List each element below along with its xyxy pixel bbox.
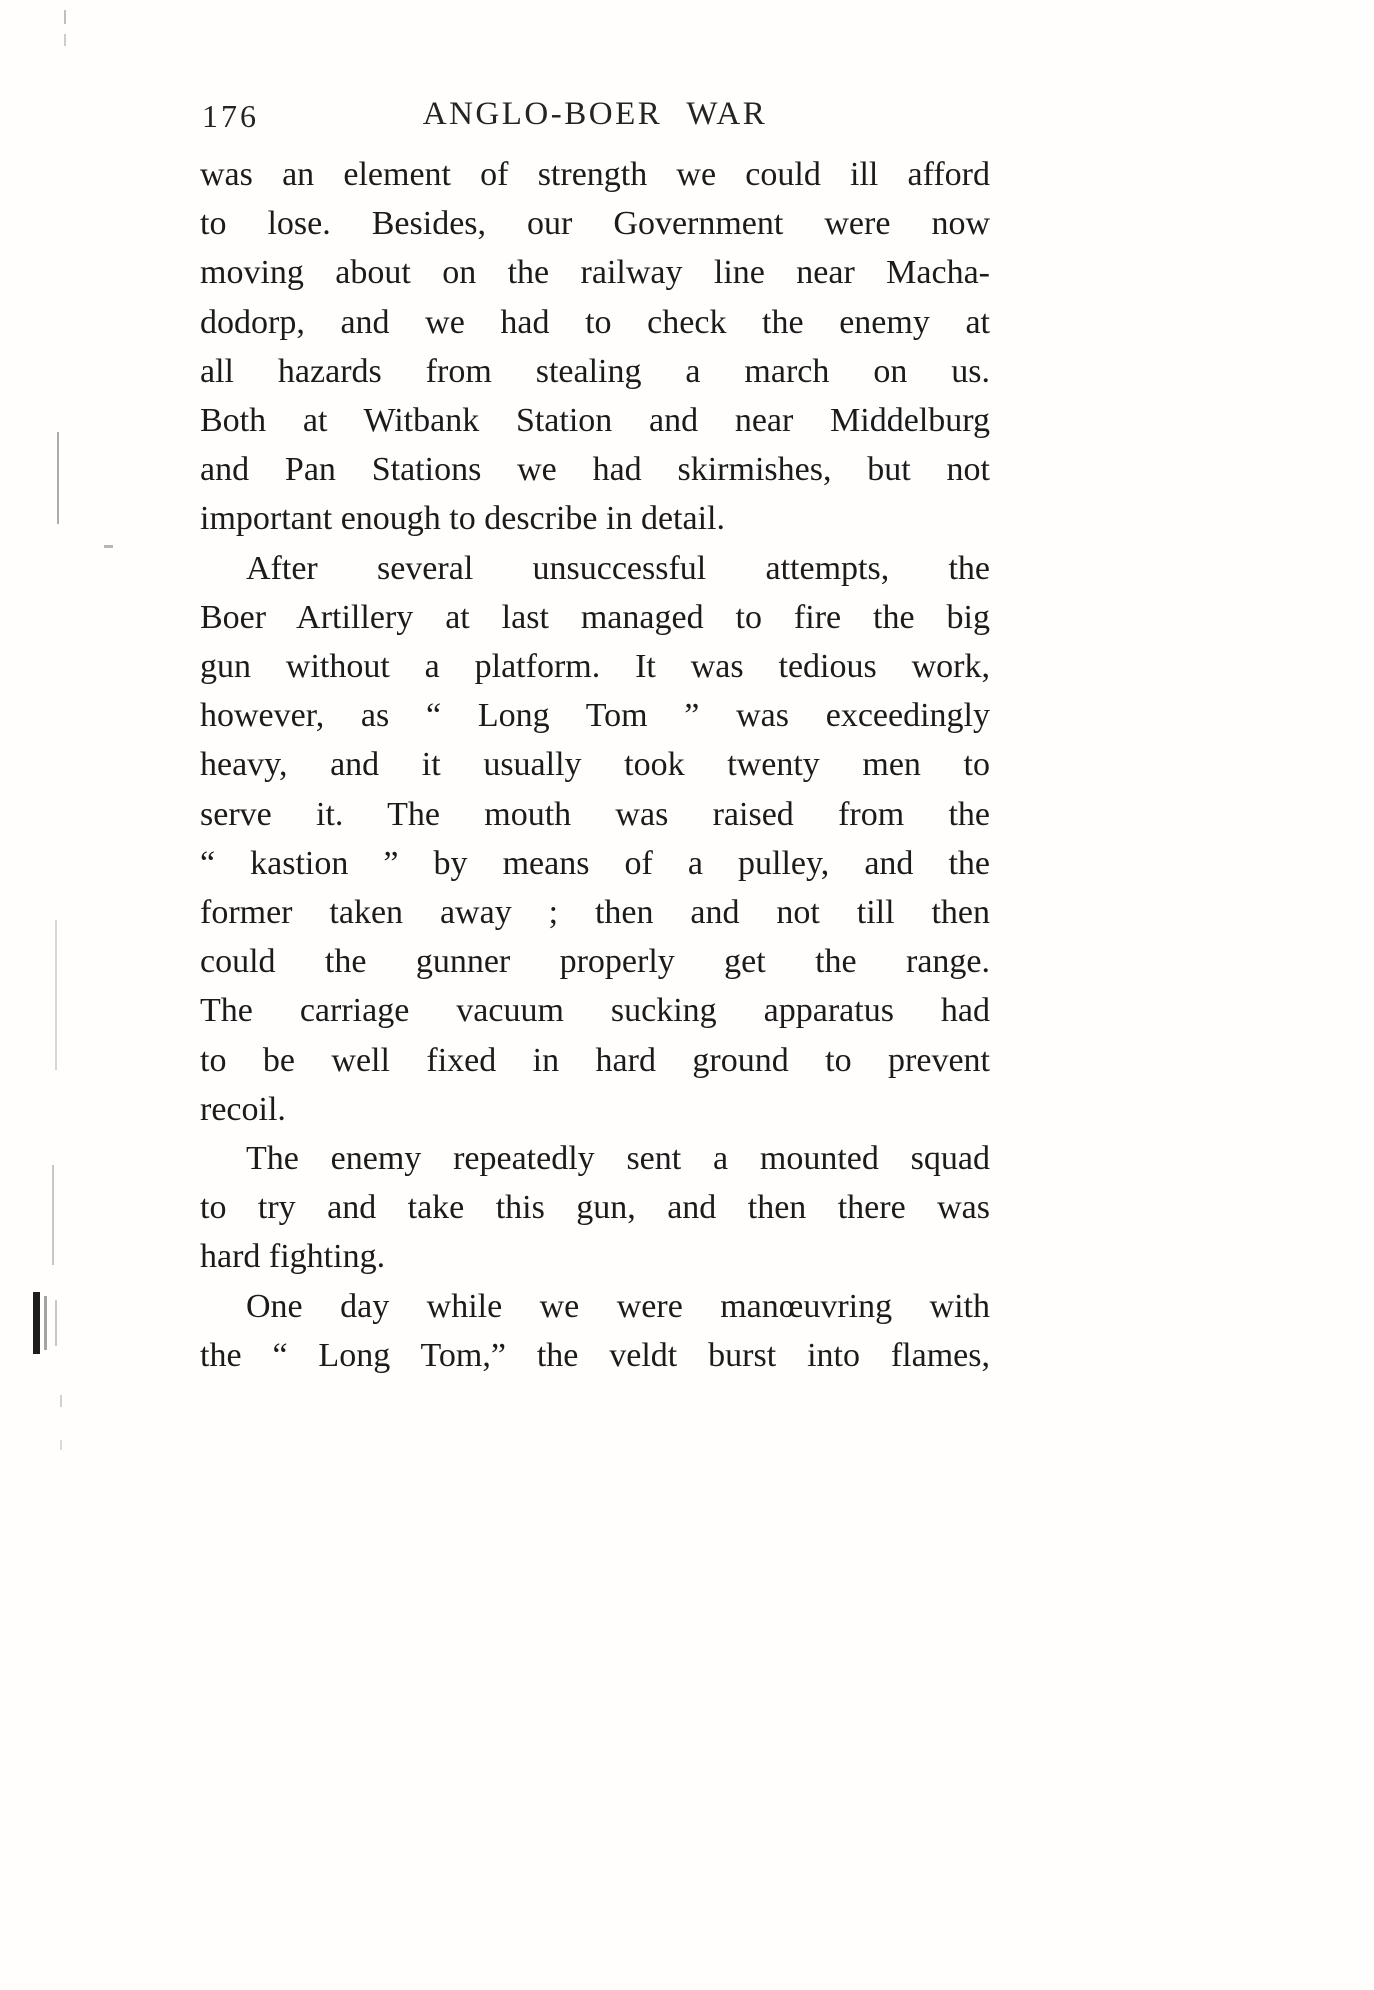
text-line: The enemy repeatedly sent a mounted squad [246, 1140, 990, 1178]
text-line: however, as “ Long Tom ” was exceedingly [200, 697, 990, 735]
page-header [200, 96, 990, 140]
scan-artifact [104, 545, 113, 548]
text-line: recoil. [200, 1090, 286, 1128]
scan-artifact [55, 1300, 57, 1346]
scan-artifact [64, 34, 66, 46]
text-line: gun without a platform. It was tedious work, [200, 648, 990, 686]
text-line: After several unsuccessful attempts, the [246, 549, 990, 587]
text-line: the “ Long Tom,” the veldt burst into flames, [200, 1336, 990, 1374]
paragraph [200, 544, 990, 1134]
scan-artifact [55, 920, 57, 1070]
page-number: 176 [202, 98, 259, 134]
scan-artifact [33, 1292, 40, 1354]
scan-artifact [60, 1395, 62, 1407]
text-line: important enough to describe in detail. [200, 500, 725, 538]
text-line: to lose. Besides, our Government were now [200, 205, 990, 243]
scan-artifact [60, 1440, 62, 1450]
text-line: hard fighting. [200, 1238, 386, 1276]
running-head: ANGLO-BOER WAR [422, 96, 768, 132]
text-line: serve it. The mouth was raised from the [200, 795, 990, 833]
text-line: was an element of strength we could ill afford [200, 156, 990, 193]
paragraph [200, 1134, 990, 1282]
text-line: The carriage vacuum sucking apparatus had [200, 992, 990, 1030]
paragraph [200, 1282, 990, 1380]
scan-artifact [52, 1165, 54, 1265]
text-line: and Pan Stations we had skirmishes, but not [200, 451, 990, 489]
text-line: One day while we were manœuvring with [246, 1287, 990, 1325]
text-line: could the gunner properly get the range. [200, 943, 990, 981]
text-line: to try and take this gun, and then there was [200, 1189, 990, 1227]
text-line: former taken away ; then and not till then [200, 894, 990, 932]
text-line: Boer Artillery at last managed to fire the big [200, 598, 990, 636]
paragraph [200, 150, 990, 544]
text-line: moving about on the railway line near Macha- [200, 254, 990, 292]
text-line: to be well fixed in hard ground to prevent [200, 1041, 990, 1079]
scan-artifact [64, 10, 66, 24]
text-line: heavy, and it usually took twenty men to [200, 746, 990, 784]
text-line: Both at Witbank Station and near Middelburg [200, 402, 990, 440]
scan-artifact [57, 432, 59, 524]
text-line: “ kastion ” by means of a pulley, and the [200, 844, 990, 882]
scan-artifact [44, 1296, 47, 1350]
text-line: dodorp, and we had to check the enemy at [200, 303, 990, 341]
text-block [200, 150, 990, 1380]
text-line: all hazards from stealing a march on us. [200, 352, 990, 390]
